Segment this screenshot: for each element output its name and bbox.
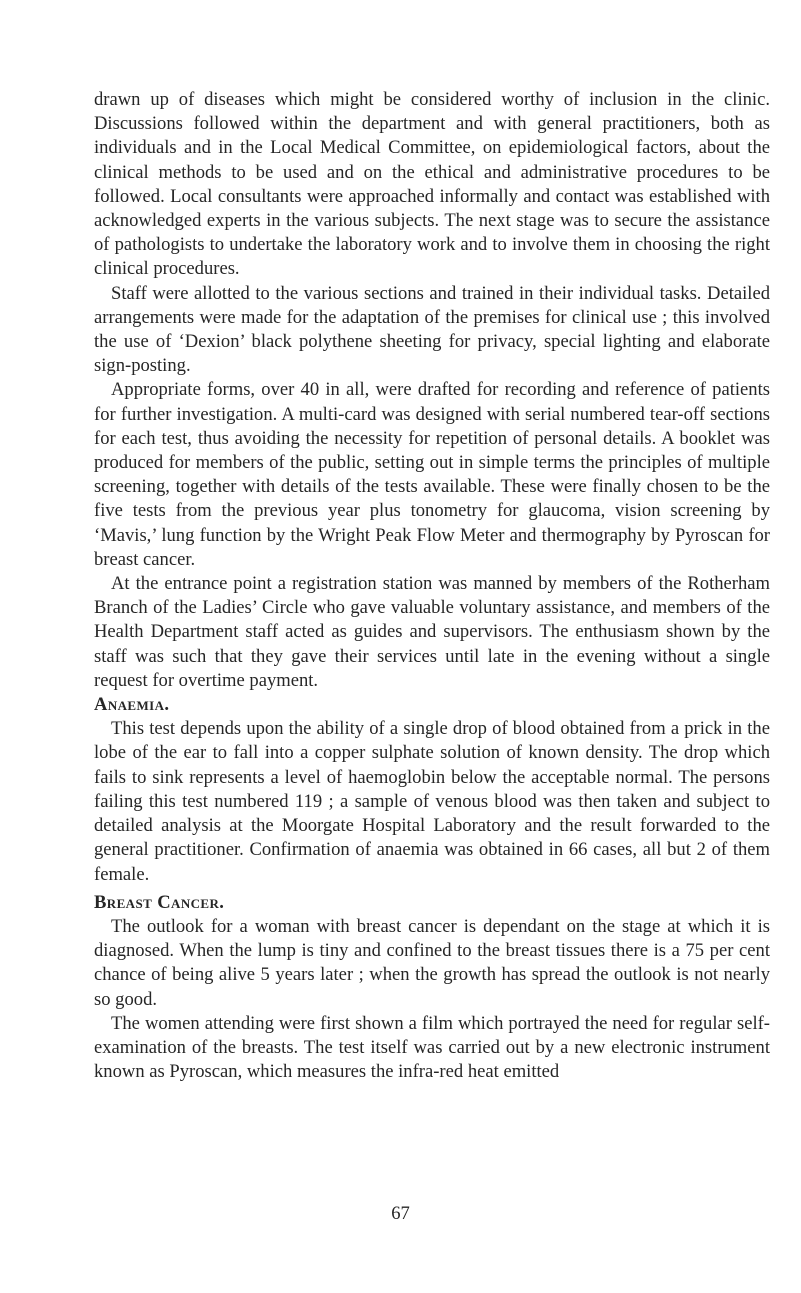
paragraph-staff-allocation: Staff were allotted to the various sections and trained in their individual tasks. Detailed arrangements were made for the adaptation of the premises for clinical use ; this involved the use of ‘Dexion’ black polythene sheeting for privacy, special lighting and elaborate sign-posting. [94, 282, 770, 377]
document-page [94, 88, 770, 1084]
paragraph-registration-station: At the entrance point a registration station was manned by members of the Rotherham Branch of the Ladies’ Circle who gave valuable voluntary assistance, and members of the Health Department staff acted as guides and supervisors. The enthusiasm shown by the staff was such that they gave their services until late in the evening without a single request for overtime payment. [94, 573, 770, 691]
paragraph-breast-cancer-outlook: The outlook for a woman with breast cancer is dependant on the stage at which it is diagnosed. When the lump is tiny and confined to the breast tissues there is a 75 per cent chance of being alive 5 years later ; when the growth has spread the outlook is not nearly so good. [94, 915, 770, 1010]
paragraph-clinic-planning: drawn up of diseases which might be considered worthy of inclusion in the clinic. Discussions followed within the department and with general practitioners, both as individuals and in the Local Medical Committee, on epidemiological factors, about the clinical methods to be used and on the ethical and administrative procedures to be followed. Local consultants were approached informally and contact was established with acknowledged experts in the various subjects. The next stage was to secure the assistance of pathologists to undertake the laboratory work and to involve them in choosing the right clinical procedures. [94, 89, 770, 280]
page-number: 67 [391, 1203, 410, 1224]
paragraph-anaemia: This test depends upon the ability of a single drop of blood obtained from a prick in the lobe of the ear to fall into a copper sulphate solution of known density. The drop which fails to sink represents a level of haemoglobin below the acceptable normal. The persons failing this test numbered 119 ; a sample of venous blood was then taken and subject to detailed analysis at the Moorgate Hospital Laboratory and the result forwarded to the general practitioner. Confirmation of anaemia was obtained in 66 cases, all but 2 of them female. [94, 718, 770, 885]
paragraph-breast-cancer-test: The women attending were first shown a film which portrayed the need for regular self-examination of the breasts. The test itself was carried out by a new electronic instrument known as Pyroscan, which measures the infra-red heat emitted [94, 1012, 770, 1083]
section-heading-anaemia: Anaemia. [94, 694, 170, 716]
section-heading-breast-cancer: Breast Cancer. [94, 891, 225, 913]
paragraph-forms-and-tests: Appropriate forms, over 40 in all, were drafted for recording and reference of patients for further investigation. A multi-card was designed with serial numbered tear-off sections for each test, thus avoiding the necessity for repetition of personal details. A booklet was produced for members of the public, setting out in simple terms the principles of multiple screening, together with details of the tests available. These were finally chosen to be the five tests from the previous year plus tonometry for glaucoma, vision screening by ‘Mavis,’ lung function by the Wright Peak Flow Meter and thermography by Pyroscan for breast cancer. [94, 379, 770, 570]
